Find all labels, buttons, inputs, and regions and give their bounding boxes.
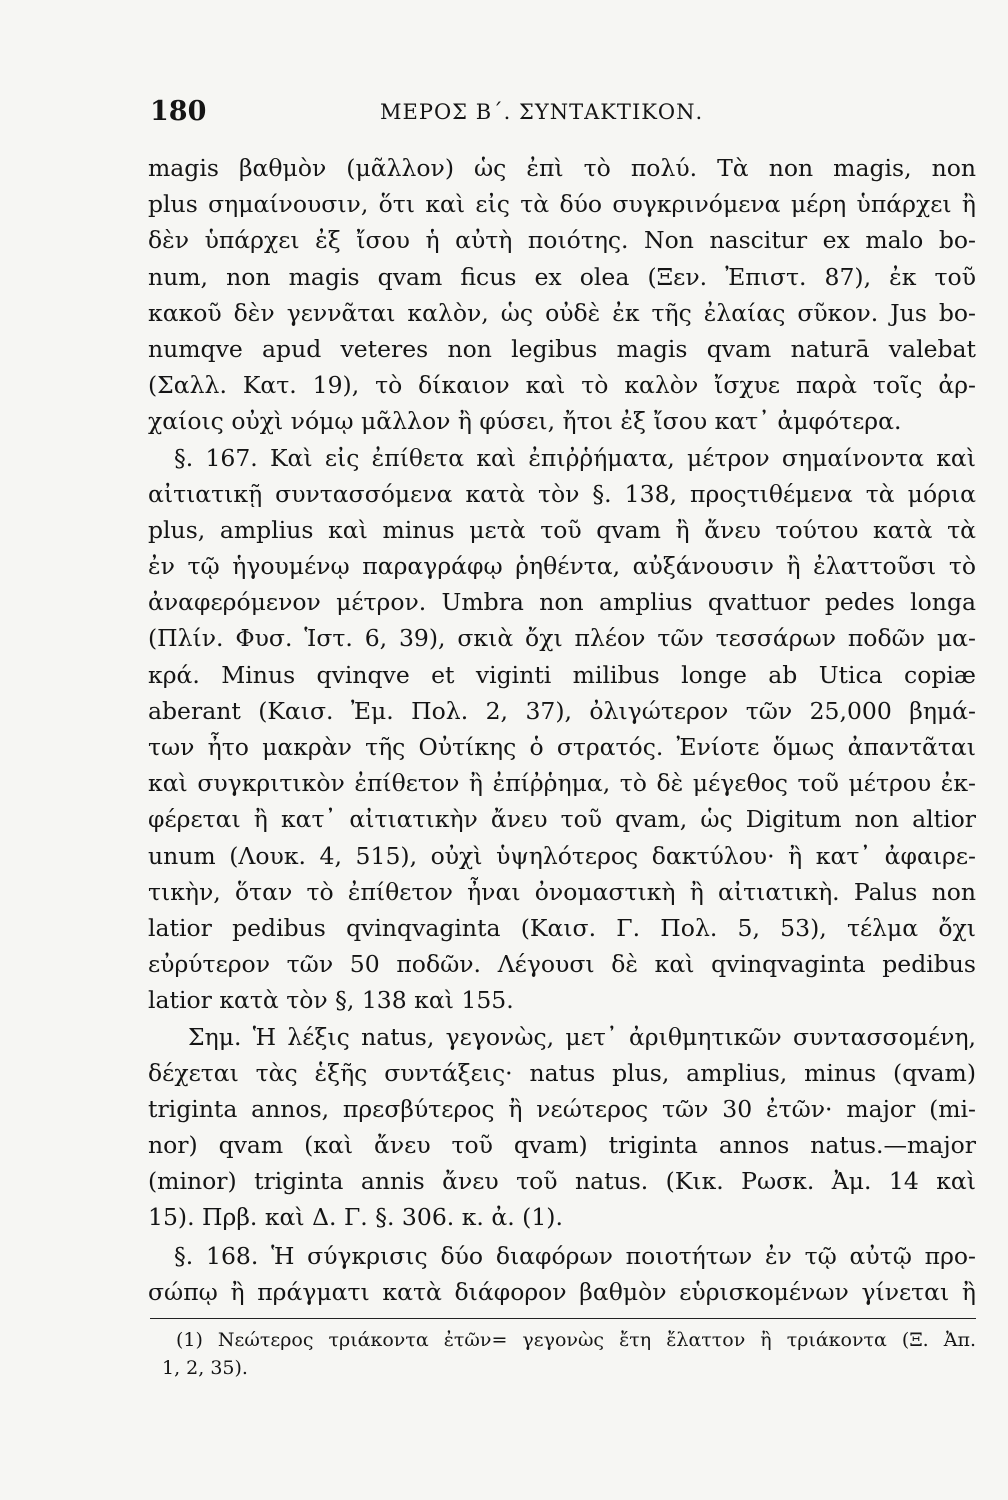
text-line: num, non magis qvam ficus ex olea (Ξεν. Ἐπιστ. 87), ἐκ τοῦ bbox=[148, 262, 976, 291]
text-line: (minor) triginta annis ἄνευ τοῦ natus. (Κικ. Ρωσκ. Ἀμ. 14 καὶ bbox=[148, 1167, 976, 1196]
text-line: καὶ συγκριτικὸν ἐπίθετον ἢ ἐπίῤῥημα, τὸ δὲ μέγεθος τοῦ μέτρου ἐκ- bbox=[148, 769, 976, 798]
text-line: latior κατὰ τὸν §, 138 καὶ 155. bbox=[148, 986, 514, 1015]
text-line: χαίοις οὐχὶ νόμῳ μᾶλλον ἢ φύσει, ἤτοι ἐξ ἴσου κατ᾽ ἀμφότερα. bbox=[148, 407, 902, 436]
footnote-line: 1, 2, 35). bbox=[162, 1357, 248, 1379]
section-168-start: §. 168. Ἡ σύγκρισις δύο διαφόρων ποιοτήτων ἐν τῷ αὐτῷ προ- bbox=[174, 1241, 976, 1270]
text-line: κρά. Minus qvinqve et viginti milibus longe ab Utica copiæ bbox=[148, 660, 976, 689]
text-line: nor) qvam (καὶ ἄνευ τοῦ qvam) triginta annos natus.—major bbox=[148, 1131, 976, 1160]
body-text bbox=[148, 150, 976, 1310]
text-line: εὐρύτερον τῶν 50 ποδῶν. Λέγουσι δὲ καὶ qvinqvaginta pedibus bbox=[148, 950, 976, 979]
footnote-rule bbox=[150, 1318, 976, 1319]
page-header bbox=[150, 96, 980, 136]
text-line: latior pedibus qvinqvaginta (Καισ. Γ. Πολ. 5, 53), τέλμα ὄχι bbox=[148, 913, 976, 942]
text-line: (Σαλλ. Κατ. 19), τὸ δίκαιον καὶ τὸ καλὸν ἴσχυε παρὰ τοῖς ἀρ- bbox=[148, 371, 976, 400]
text-line: plus σημαίνουσιν, ὅτι καὶ εἰς τὰ δύο συγκρινόμενα μέρη ὑπάρχει ἢ bbox=[148, 190, 976, 219]
text-line: ἀναφερόμενον μέτρον. Umbra non amplius qvattuor pedes longa bbox=[148, 588, 976, 617]
note-start: Σημ. Ἡ λέξις natus, γεγονὼς, μετ᾽ ἀριθμητικῶν συντασσομένη, bbox=[188, 1022, 976, 1051]
text-line: aberant (Καισ. Ἐμ. Πολ. 2, 37), ὀλιγώτερον τῶν 25,000 βημά- bbox=[148, 696, 976, 725]
text-line: ἐν τῷ ἡγουμένῳ παραγράφῳ ῥηθέντα, αὐξάνουσιν ἢ ἐλαττοῦσι τὸ bbox=[148, 552, 976, 581]
text-line: δὲν ὑπάρχει ἐξ ἴσου ἡ αὐτὴ ποιότης. Non nascitur ex malo bo- bbox=[148, 226, 976, 255]
text-line: 15). Πρβ. καὶ Δ. Γ. §. 306. κ. ἀ. (1). bbox=[148, 1203, 563, 1232]
footnote-line: (1) Νεώτερος τριάκοντα ἐτῶν= γεγονὼς ἔτη ἔλαττον ἢ τριάκοντα (Ξ. Ἀπ. bbox=[176, 1329, 976, 1351]
text-line: magis βαθμὸν (μᾶλλον) ὡς ἐπὶ τὸ πολύ. Τὰ non magis, non bbox=[148, 154, 976, 182]
text-line: δέχεται τὰς ἑξῆς συντάξεις· natus plus, amplius, minus (qvam) bbox=[148, 1058, 976, 1087]
text-line: triginta annos, πρεσβύτερος ἢ νεώτερος τῶν 30 ἐτῶν· major (mi- bbox=[148, 1094, 976, 1123]
text-line: φέρεται ἢ κατ᾽ αἰτιατικὴν ἄνευ τοῦ qvam, ὡς Digitum non altior bbox=[148, 805, 976, 834]
text-line: των ἦτο μακρὰν τῆς Οὐτίκης ὁ στρατός. Ἐνίοτε ὅμως ἀπαντᾶται bbox=[148, 733, 976, 761]
page-number: 180 bbox=[150, 96, 207, 127]
text-line: αἰτιατικῇ συντασσόμενα κατὰ τὸν §. 138, προςτιθέμενα τὰ μόρια bbox=[148, 479, 976, 508]
text-line: τικὴν, ὅταν τὸ ἐπίθετον ἦναι ὀνομαστικὴ ἢ αἰτιατικὴ. Palus non bbox=[148, 877, 976, 906]
text-line: numqve apud veteres non legibus magis qvam naturā valebat bbox=[148, 334, 976, 363]
text-line: (Πλίν. Φυσ. Ἱστ. 6, 39), σκιὰ ὄχι πλέον τῶν τεσσάρων ποδῶν μα- bbox=[148, 624, 976, 653]
text-line: unum (Λουκ. 4, 515), οὐχὶ ὑψηλότερος δακτύλου· ἢ κατ᾽ ἀφαιρε- bbox=[148, 841, 976, 870]
footnotes bbox=[162, 1326, 976, 1382]
running-head: ΜΕΡΟΣ Β΄. ΣΥΝΤΑΚΤΙΚΟΝ. bbox=[380, 100, 704, 124]
text-line: plus, amplius καὶ minus μετὰ τοῦ qvam ἢ ἄνευ τούτου κατὰ τὰ bbox=[148, 515, 976, 544]
text-line: κακοῦ δὲν γεννᾶται καλὸν, ὡς οὐδὲ ἐκ τῆς ἐλαίας σῦκον. Jus bo- bbox=[148, 298, 976, 327]
text-line: σώπῳ ἢ πράγματι κατὰ διάφορον βαθμὸν εὑρισκομένων γίνεται ἢ bbox=[148, 1277, 976, 1306]
section-167-start: §. 167. Καὶ εἰς ἐπίθετα καὶ ἐπιῤῥήματα, μέτρον σημαίνοντα καὶ bbox=[174, 443, 976, 472]
